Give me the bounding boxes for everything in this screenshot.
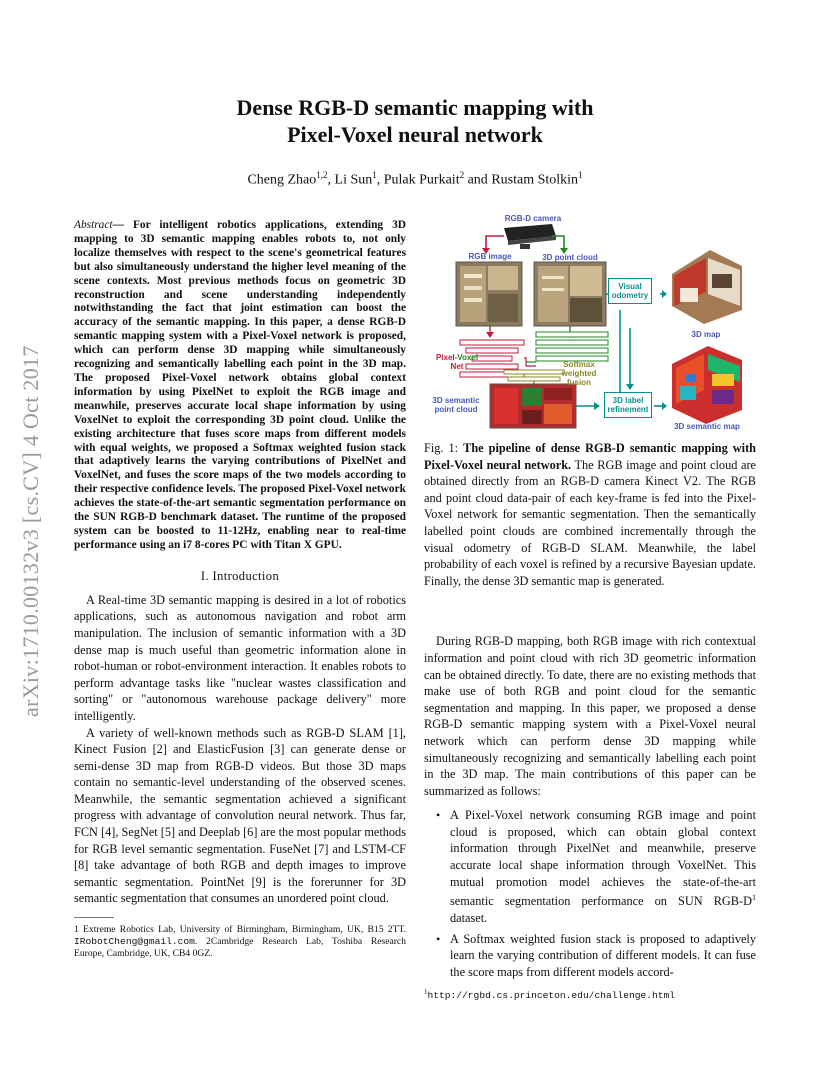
figure-label-softmax-fusion: Softmax weighted fusion — [561, 360, 597, 387]
figure-caption — [424, 440, 756, 589]
label-refinement-box — [604, 392, 652, 418]
caption-prefix: Fig. 1: — [424, 441, 464, 455]
rgb-image-thumbnail — [456, 262, 522, 326]
footnote-marker: 1 — [752, 893, 756, 903]
author-separator: , — [376, 172, 384, 188]
intro-paragraph-1: A Real-time 3D semantic mapping is desired in a lot of robotics applications, such as autonomous navigation and robot arm manipulation. The inclusion of semantic information with a 3D dense map is much useful than geometric information alone in robot-human or robot-environment interaction. It enables robots to perform advantage tasks like "nuclear wastes classification and sorting" or "autonomous warehouse package delivery" more intelligently. — [74, 592, 406, 723]
author-email: IRobotCheng@gmail.com — [74, 936, 195, 948]
author-name: Rustam Stolkin — [491, 172, 579, 188]
point-cloud-thumbnail — [534, 262, 606, 326]
figure-label-label-refinement: 3D label refinement — [607, 396, 649, 414]
right-column — [424, 214, 756, 1002]
figure-label-semantic-point-cloud: 3D semantic point cloud — [432, 396, 480, 414]
3d-semantic-map-render — [668, 344, 744, 424]
abstract-text: — For intelligent robotics applications, extending 3D mapping to 3D semantic mapping enables robots to, not only localize themselves with respect to the scene's geometrical features but also simultaneously understand the higher level meaning of the scene contexts. Most previous methods focus on geometric 3D reconstruction and scene understanding independently notwithstanding the fact that joint estimation can boost the accuracy of the semantic mapping. In this paper, a dense RGB-D semantic mapping system with a Pixel-Voxel network is proposed, which can perform dense 3D mapping while simultaneously recognizing and semantically labelling each point in the 3D map. The proposed Pixel-Voxel network obtains global context information by using PixelNet to exploit the RGB image and meanwhile, preserves accurate local shape information by using VoxelNet to exploit the corresponding 3D point cloud. Unlike the existing architecture that fuses score maps from different models with equal weights, we proposed a Softmax weighted fusion stack that adaptively learns the varying contributions of PixelNet and VoxelNet, and fuses the score maps of the two models according to their respective confidence levels. The proposed Pixel-Voxel network achieves the state-of-the-art semantic segmentation performance on the SUN RGB-D benchmark dataset. The runtime of the proposed system can be boosted to 11-12Hz, enabling near to real-time performance using an i7 8-cores PC with Titan X GPU. — [74, 219, 406, 551]
right-paragraph: During RGB-D mapping, both RGB image with rich contextual information and point cloud with rich 3D geometric information can be obtained directly. To date, there are no existing methods that make use of both RGB and point cloud for the semantic segmentation and mapping. In this paper, we proposed a dense RGB-D semantic mapping system with a Pixel-Voxel neural network which can perform dense 3D mapping while simultaneously recognizing and semantically labelling each point in the 3D map. The main contributions of this paper can be summarized as follows: — [424, 634, 756, 798]
figure-label-net: Net — [450, 362, 464, 371]
kinect-camera-icon — [504, 224, 556, 249]
author-name: Cheng Zhao — [247, 172, 317, 188]
figure-label-point-cloud: 3D point cloud — [542, 253, 598, 262]
caption-bold: The pipeline of dense RGB-D semantic mapping with Pixel-Voxel neural network. — [424, 441, 757, 472]
contribution-tail: dataset. — [450, 910, 488, 925]
figure-label-semantic-map: 3D semantic map — [674, 422, 740, 431]
3d-map-render — [668, 248, 744, 326]
footnote-text-b: . 2Cambridge Research Lab, Toshiba Research Europe, Cambridge, UK, CB4 0GZ. — [74, 936, 406, 960]
author-separator: and — [464, 172, 492, 188]
abstract-lead: Abstract — [74, 219, 113, 231]
abstract — [74, 219, 406, 553]
figure-label-3d-map: 3D map — [691, 330, 721, 339]
semantic-point-cloud-render — [490, 384, 576, 428]
contribution-list — [424, 807, 756, 980]
caption-rest: The RGB image and point cloud are obtained directly from an RGB-D camera Kinect V2. The RGB and point cloud data-pair of each key-frame is fed into the Pixel-Voxel network for semantic segmentation. Then the semantically labelled point clouds are combined incrementally through the visual odometry of RGB-D SLAM. Meanwhile, the label probability of each voxel is refined by a recursive Bayesian update. Finally, the dense 3D semantic map is generated. — [424, 457, 756, 588]
footnote-rule — [74, 917, 114, 918]
footnote-text-a: 1 Extreme Robotics Lab, University of Birmingham, Birmingham, UK, B15 2TT. — [74, 924, 406, 936]
author-affiliation: 2 — [459, 170, 465, 180]
figure-label-pixel-voxel-net — [426, 353, 488, 371]
url-footnote — [424, 988, 756, 1001]
figure-label-voxel: Voxel — [457, 353, 479, 362]
column-gap — [424, 589, 756, 633]
figure-label-camera: RGB-D camera — [504, 214, 562, 223]
title-line-1: Dense RGB-D semantic mapping with — [236, 95, 594, 120]
left-column — [74, 219, 406, 961]
intro-paragraph-2: A variety of well-known methods such as RGB-D SLAM [1], Kinect Fusion [2] and ElasticFusion [3] can generate dense or semi-dense 3D map from RGB-D videos. But those 3D maps contain no semantic-level understanding of the observed scenes. Meanwhile, the semantic segmentation achieved a significant progress with advantage of convolution neural network. Thus far, FCN [4], SegNet [5] and Deeplab [6] are the most popular methods for RGB level semantic segmentation. FuseNet [7] and LSTM-CF [8] take advantage of both RGB and depth images to improve semantic segmentation. PointNet [9] is the forerunner for 3D semantic segmentation that consumes an unordered point cloud. — [74, 725, 406, 906]
paper-title — [120, 94, 710, 148]
section-heading-introduction: I. Introduction — [200, 568, 280, 583]
voxelnet-layers — [536, 326, 608, 361]
challenge-url[interactable]: http://rgbd.cs.princeton.edu/challenge.html — [427, 990, 676, 1002]
list-item — [424, 931, 756, 981]
visual-odometry-box — [608, 278, 652, 304]
author-affiliation: 1,2 — [316, 170, 328, 180]
figure-label-rgb-image: RGB image — [468, 252, 512, 261]
author-name: Li Sun — [334, 172, 373, 188]
list-item — [424, 807, 756, 926]
author-separator: , — [327, 172, 335, 188]
figure-label-pixel: Pixel- — [435, 353, 458, 362]
bullet-icon: • — [436, 931, 441, 946]
contribution-text: A Pixel-Voxel network consuming RGB image and point cloud is proposed, which can obtain global context information through PixelNet and meanwhile, preserve accurate local shape information through VoxelNet. This mutual promotion model achieves the state-of-the-art semantic segmentation performance on SUN RGB-D — [450, 808, 756, 909]
url-footnote-marker: 1 — [424, 988, 428, 997]
author-name: Pulak Purkait — [383, 172, 460, 188]
author-affiliation: 1 — [578, 170, 583, 180]
author-list — [120, 170, 710, 189]
affiliation-footnote — [74, 924, 406, 961]
title-line-2: Pixel-Voxel neural network — [287, 122, 543, 147]
contribution-text: A Softmax weighted fusion stack is proposed to adaptively learn the varying contribution of different models. It can fuse the score maps from different models accord- — [450, 931, 756, 979]
author-affiliation: 1 — [372, 170, 377, 180]
pipeline-figure — [424, 214, 756, 432]
figure-label-visual-odometry: Visual odometry — [611, 282, 649, 300]
arxiv-identifier: arXiv:1710.00132v3 [cs.CV] 4 Oct 2017 — [18, 345, 43, 717]
bullet-icon: • — [436, 808, 441, 823]
